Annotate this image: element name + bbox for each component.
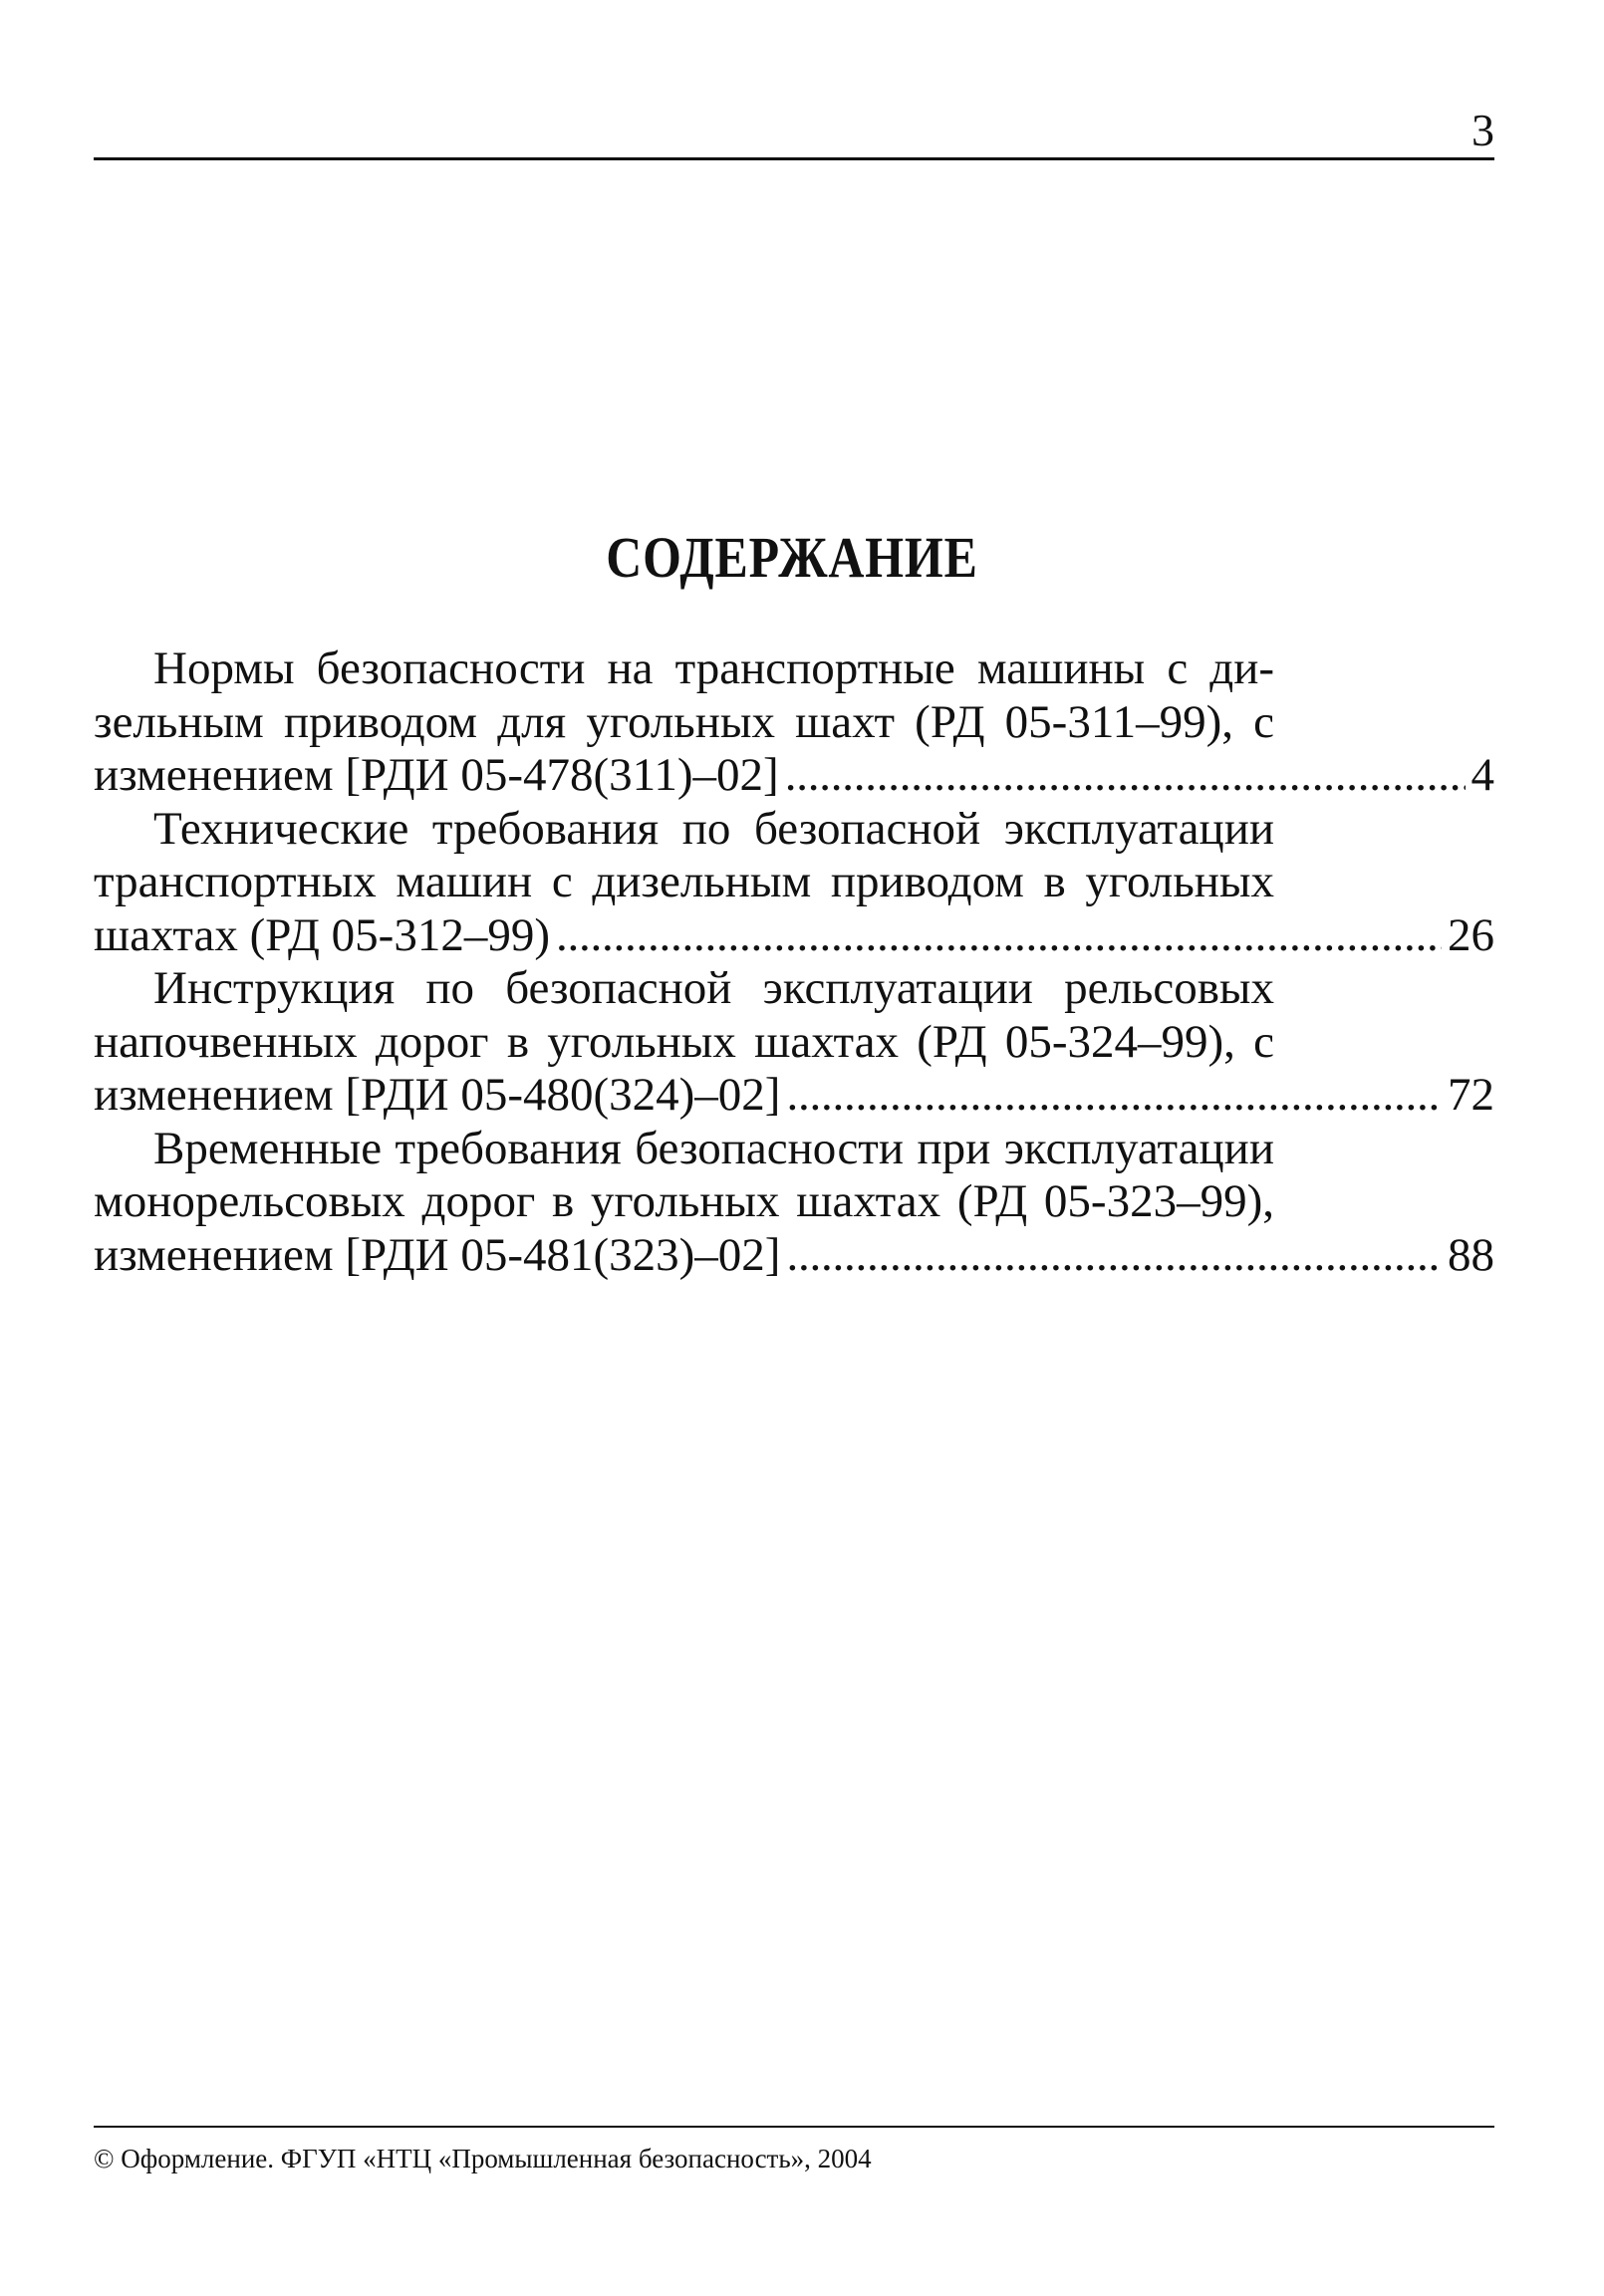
header-divider (94, 157, 1494, 160)
toc-entry[interactable] (94, 962, 1494, 1123)
dot-leader (786, 1229, 1442, 1283)
toc-entry-last-line (94, 1069, 1494, 1123)
toc-page-number: 72 (1448, 1069, 1494, 1121)
toc-entry-last-line (94, 1229, 1494, 1283)
dot-leader (786, 1069, 1442, 1123)
footer-copyright: © Оформление. ФГУП «НТЦ «Промышленная безопасность», 2004 (94, 2144, 872, 2173)
toc-entry-line: Технические требования по безопасной эксплуатации (153, 802, 1274, 855)
toc-entry[interactable] (94, 642, 1494, 803)
toc-entry[interactable] (94, 803, 1494, 963)
toc-entry[interactable] (94, 1123, 1494, 1283)
toc-entry-last-line (94, 749, 1494, 803)
page-number: 3 (1471, 105, 1494, 155)
toc-entry-text: изменением [РДИ 05-480(324)–02] (94, 1069, 781, 1121)
toc-entry-line: Нормы безопасности на транспортные машины с ди- (153, 642, 1274, 694)
toc-entry-line: напочвенных дорог в угольных шахтах (РД 05-324–99), с (94, 1015, 1274, 1068)
dot-leader (785, 749, 1466, 803)
toc-entry-line: Инструкция по безопасной эксплуатации рельсовых (153, 962, 1274, 1014)
footer-divider (94, 2126, 1494, 2128)
toc-entry-text: изменением [РДИ 05-481(323)–02] (94, 1228, 781, 1281)
toc-entry-line: монорельсовых дорог в угольных шахтах (РД 05-323–99), (94, 1175, 1274, 1227)
table-of-contents (94, 642, 1494, 1282)
toc-entry-line: Временные требования безопасности при эксплуатации (153, 1122, 1274, 1174)
page-title: СОДЕРЖАНИЕ (606, 525, 978, 590)
toc-page-number: 26 (1448, 908, 1494, 961)
toc-entry-line: зельным приводом для угольных шахт (РД 05-311–99), с (94, 695, 1274, 748)
toc-entry-line: транспортных машин с дизельным приводом в угольных (94, 856, 1274, 907)
toc-entry-last-line (94, 909, 1494, 963)
dot-leader (556, 909, 1442, 963)
toc-page-number: 88 (1448, 1228, 1494, 1281)
toc-entry-text: изменением [РДИ 05-478(311)–02] (94, 749, 779, 801)
toc-page-number: 4 (1470, 749, 1494, 801)
toc-entry-text: шахтах (РД 05-312–99) (94, 908, 550, 961)
